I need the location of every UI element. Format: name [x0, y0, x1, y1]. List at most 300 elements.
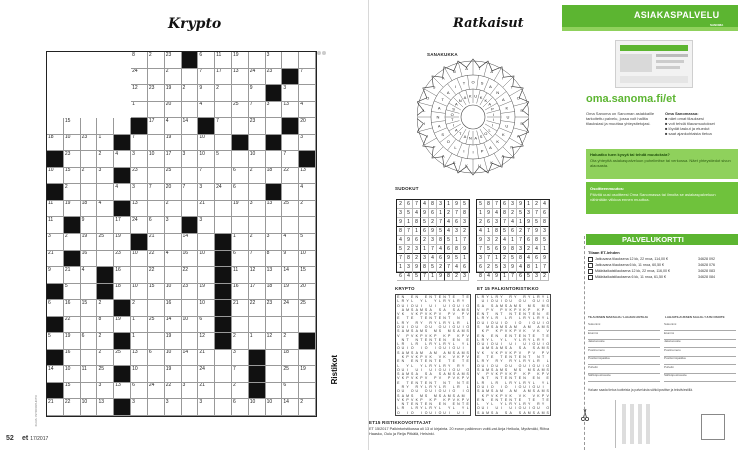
- krypto-cell[interactable]: 2: [97, 151, 114, 168]
- krypto-cell[interactable]: 3: [198, 399, 215, 416]
- krypto-cell[interactable]: 14: [182, 350, 199, 367]
- krypto-cell[interactable]: [81, 284, 98, 301]
- krypto-cell[interactable]: [97, 184, 114, 201]
- krypto-cell[interactable]: 2: [249, 168, 266, 185]
- krypto-cell[interactable]: 13: [266, 267, 283, 284]
- krypto-cell[interactable]: 23: [64, 151, 81, 168]
- krypto-cell[interactable]: [182, 366, 199, 383]
- krypto-cell[interactable]: 23: [249, 118, 266, 135]
- krypto-cell[interactable]: 2: [232, 333, 249, 350]
- krypto-cell[interactable]: [81, 317, 98, 334]
- krypto-cell[interactable]: 20: [165, 184, 182, 201]
- krypto-cell[interactable]: 9: [81, 217, 98, 234]
- krypto-cell[interactable]: 11: [81, 366, 98, 383]
- krypto-cell[interactable]: [249, 217, 266, 234]
- krypto-cell[interactable]: [282, 217, 299, 234]
- krypto-cell[interactable]: 22: [249, 300, 266, 317]
- krypto-cell[interactable]: [232, 217, 249, 234]
- krypto-cell[interactable]: [165, 234, 182, 251]
- krypto-cell[interactable]: [148, 366, 165, 383]
- krypto-cell[interactable]: 3: [198, 184, 215, 201]
- krypto-cell[interactable]: [215, 350, 232, 367]
- krypto-cell[interactable]: [182, 102, 199, 119]
- krypto-cell[interactable]: 19: [232, 201, 249, 218]
- krypto-cell[interactable]: [215, 399, 232, 416]
- krypto-cell[interactable]: 6: [282, 383, 299, 400]
- krypto-cell[interactable]: 6: [131, 383, 148, 400]
- order-checkbox[interactable]: [588, 257, 593, 262]
- krypto-cell[interactable]: 25: [282, 366, 299, 383]
- krypto-cell[interactable]: 6: [232, 168, 249, 185]
- krypto-cell[interactable]: 15: [299, 267, 316, 284]
- krypto-cell[interactable]: 6: [47, 300, 64, 317]
- krypto-cell[interactable]: 21: [47, 399, 64, 416]
- krypto-cell[interactable]: [282, 184, 299, 201]
- krypto-cell[interactable]: 22: [148, 251, 165, 268]
- krypto-cell[interactable]: 13: [97, 399, 114, 416]
- krypto-cell[interactable]: 15: [64, 118, 81, 135]
- krypto-cell[interactable]: 24: [131, 217, 148, 234]
- krypto-cell[interactable]: 10: [64, 366, 81, 383]
- krypto-cell[interactable]: 19: [165, 85, 182, 102]
- krypto-cell[interactable]: [249, 317, 266, 334]
- krypto-cell[interactable]: [232, 317, 249, 334]
- krypto-cell[interactable]: 16: [232, 284, 249, 301]
- krypto-cell[interactable]: 3: [97, 383, 114, 400]
- krypto-cell[interactable]: 7: [249, 102, 266, 119]
- service-url[interactable]: oma.sanoma.fi/et: [586, 93, 676, 105]
- krypto-cell[interactable]: 12: [131, 85, 148, 102]
- krypto-cell[interactable]: 14: [47, 366, 64, 383]
- krypto-cell[interactable]: 1: [131, 333, 148, 350]
- krypto-cell[interactable]: 5: [215, 151, 232, 168]
- krypto-cell[interactable]: 7: [198, 168, 215, 185]
- krypto-cell[interactable]: [232, 151, 249, 168]
- krypto-cell[interactable]: 16: [64, 300, 81, 317]
- krypto-cell[interactable]: 19: [165, 333, 182, 350]
- krypto-cell[interactable]: 7: [299, 69, 316, 86]
- order-option[interactable]: [588, 274, 738, 280]
- krypto-cell[interactable]: 3: [266, 102, 283, 119]
- krypto-cell[interactable]: 1: [97, 135, 114, 152]
- krypto-cell[interactable]: 22: [148, 267, 165, 284]
- krypto-cell[interactable]: 13: [266, 201, 283, 218]
- krypto-cell[interactable]: 18: [81, 201, 98, 218]
- krypto-cell[interactable]: 4: [299, 184, 316, 201]
- krypto-cell[interactable]: [148, 399, 165, 416]
- krypto-cell[interactable]: 2: [81, 168, 98, 185]
- order-checkbox[interactable]: [588, 263, 593, 268]
- krypto-cell[interactable]: [97, 118, 114, 135]
- krypto-cell[interactable]: 19: [299, 366, 316, 383]
- krypto-cell[interactable]: 5: [64, 284, 81, 301]
- krypto-cell[interactable]: 4: [165, 251, 182, 268]
- krypto-cell[interactable]: 10: [198, 251, 215, 268]
- krypto-cell[interactable]: [182, 135, 199, 152]
- krypto-cell[interactable]: [81, 118, 98, 135]
- krypto-cell[interactable]: 13: [299, 168, 316, 185]
- krypto-cell[interactable]: 2: [97, 333, 114, 350]
- krypto-cell[interactable]: [165, 267, 182, 284]
- krypto-cell[interactable]: 13: [282, 102, 299, 119]
- krypto-cell[interactable]: 19: [198, 284, 215, 301]
- krypto-cell[interactable]: 3: [198, 217, 215, 234]
- krypto-cell[interactable]: 21: [47, 251, 64, 268]
- krypto-cell[interactable]: [148, 135, 165, 152]
- krypto-cell[interactable]: 6: [232, 251, 249, 268]
- form-field[interactable]: Jakeluosoite: [588, 339, 660, 348]
- krypto-cell[interactable]: [97, 251, 114, 268]
- krypto-cell[interactable]: 21: [198, 383, 215, 400]
- krypto-cell[interactable]: 19: [64, 333, 81, 350]
- krypto-cell[interactable]: 20: [165, 102, 182, 119]
- krypto-cell[interactable]: 17: [249, 284, 266, 301]
- krypto-cell[interactable]: 1: [131, 102, 148, 119]
- krypto-cell[interactable]: 15: [64, 383, 81, 400]
- krypto-cell[interactable]: 23: [182, 284, 199, 301]
- krypto-cell[interactable]: 16: [114, 267, 131, 284]
- krypto-cell[interactable]: 13: [131, 201, 148, 218]
- krypto-cell[interactable]: [299, 217, 316, 234]
- order-checkbox[interactable]: [588, 275, 593, 280]
- krypto-cell[interactable]: 3: [131, 399, 148, 416]
- krypto-cell[interactable]: 6: [198, 52, 215, 69]
- krypto-cell[interactable]: 1: [232, 234, 249, 251]
- krypto-cell[interactable]: [266, 118, 283, 135]
- krypto-cell[interactable]: 10: [249, 151, 266, 168]
- krypto-cell[interactable]: 13: [114, 383, 131, 400]
- krypto-cell[interactable]: [81, 350, 98, 367]
- krypto-cell[interactable]: 4: [114, 184, 131, 201]
- krypto-cell[interactable]: 6: [232, 399, 249, 416]
- krypto-cell[interactable]: 3: [249, 201, 266, 218]
- order-checkbox[interactable]: [588, 269, 593, 274]
- krypto-cell[interactable]: 4: [81, 267, 98, 284]
- krypto-cell[interactable]: 13: [131, 350, 148, 367]
- krypto-cell[interactable]: [97, 217, 114, 234]
- form-field[interactable]: Puhelin: [588, 365, 660, 374]
- form-field[interactable]: Postinumero: [588, 348, 660, 357]
- krypto-cell[interactable]: 23: [165, 52, 182, 69]
- krypto-cell[interactable]: [299, 383, 316, 400]
- krypto-cell[interactable]: 3: [182, 151, 199, 168]
- krypto-cell[interactable]: [215, 168, 232, 185]
- form-field[interactable]: Postinumero: [664, 348, 736, 357]
- krypto-cell[interactable]: 17: [215, 69, 232, 86]
- krypto-cell[interactable]: 7: [282, 151, 299, 168]
- krypto-cell[interactable]: 2: [64, 184, 81, 201]
- krypto-cell[interactable]: 6: [148, 350, 165, 367]
- krypto-cell[interactable]: 24: [198, 366, 215, 383]
- krypto-cell[interactable]: [148, 102, 165, 119]
- krypto-cell[interactable]: 5: [299, 234, 316, 251]
- form-field[interactable]: Sukunimi: [664, 322, 736, 331]
- krypto-cell[interactable]: 2: [97, 300, 114, 317]
- krypto-cell[interactable]: 8: [97, 317, 114, 334]
- krypto-cell[interactable]: [148, 333, 165, 350]
- krypto-cell[interactable]: [182, 168, 199, 185]
- krypto-cell[interactable]: [215, 102, 232, 119]
- krypto-cell[interactable]: [232, 85, 249, 102]
- page-dot[interactable]: [322, 51, 326, 55]
- krypto-cell[interactable]: 10: [131, 284, 148, 301]
- krypto-cell[interactable]: 2: [182, 85, 199, 102]
- krypto-cell[interactable]: [299, 350, 316, 367]
- page-dot[interactable]: [317, 51, 321, 55]
- krypto-cell[interactable]: [131, 267, 148, 284]
- krypto-cell[interactable]: 25: [114, 350, 131, 367]
- krypto-cell[interactable]: [282, 135, 299, 152]
- krypto-cell[interactable]: 10: [47, 168, 64, 185]
- krypto-cell[interactable]: 3: [131, 151, 148, 168]
- krypto-cell[interactable]: 15: [148, 284, 165, 301]
- krypto-cell[interactable]: 3: [182, 383, 199, 400]
- krypto-cell[interactable]: 6: [148, 217, 165, 234]
- krypto-cell[interactable]: 3: [97, 168, 114, 185]
- krypto-cell[interactable]: 21: [64, 267, 81, 284]
- krypto-cell[interactable]: 1: [131, 317, 148, 334]
- krypto-cell[interactable]: 3: [165, 217, 182, 234]
- krypto-cell[interactable]: [148, 69, 165, 86]
- krypto-cell[interactable]: 25: [148, 317, 165, 334]
- krypto-cell[interactable]: 7: [232, 366, 249, 383]
- krypto-cell[interactable]: 23: [81, 135, 98, 152]
- krypto-cell[interactable]: 7: [198, 69, 215, 86]
- krypto-cell[interactable]: 18: [47, 135, 64, 152]
- krypto-cell[interactable]: 3: [266, 52, 283, 69]
- krypto-cell[interactable]: 22: [165, 383, 182, 400]
- krypto-cell[interactable]: 6: [232, 184, 249, 201]
- krypto-cell[interactable]: 10: [299, 251, 316, 268]
- krypto-cell[interactable]: 19: [81, 234, 98, 251]
- krypto-cell[interactable]: [81, 383, 98, 400]
- krypto-cell[interactable]: 17: [148, 118, 165, 135]
- krypto-cell[interactable]: 3: [131, 184, 148, 201]
- krypto-cell[interactable]: 9: [249, 85, 266, 102]
- krypto-cell[interactable]: 4: [97, 201, 114, 218]
- krypto-cell[interactable]: 8: [266, 251, 283, 268]
- krypto-cell[interactable]: 10: [198, 135, 215, 152]
- krypto-cell[interactable]: [266, 317, 283, 334]
- krypto-cell[interactable]: [47, 118, 64, 135]
- krypto-cell[interactable]: 21: [198, 350, 215, 367]
- krypto-cell[interactable]: 10: [266, 399, 283, 416]
- krypto-cell[interactable]: 21: [198, 201, 215, 218]
- krypto-cell[interactable]: [266, 350, 283, 367]
- krypto-cell[interactable]: 23: [148, 85, 165, 102]
- krypto-cell[interactable]: 23: [266, 300, 283, 317]
- form-field[interactable]: Postitoimipaikka: [588, 356, 660, 365]
- krypto-cell[interactable]: 2: [299, 201, 316, 218]
- krypto-cell[interactable]: 3: [266, 234, 283, 251]
- krypto-cell[interactable]: [249, 135, 266, 152]
- krypto-cell[interactable]: [282, 317, 299, 334]
- krypto-cell[interactable]: 20: [299, 118, 316, 135]
- krypto-cell[interactable]: 23: [131, 168, 148, 185]
- krypto-cell[interactable]: [266, 383, 283, 400]
- krypto-cell[interactable]: 5: [47, 333, 64, 350]
- krypto-cell[interactable]: 16: [81, 251, 98, 268]
- krypto-cell[interactable]: 3: [282, 85, 299, 102]
- krypto-cell[interactable]: 23: [266, 69, 283, 86]
- krypto-cell[interactable]: 19: [64, 201, 81, 218]
- krypto-cell[interactable]: [299, 85, 316, 102]
- krypto-cell[interactable]: 14: [282, 399, 299, 416]
- krypto-cell[interactable]: 10: [198, 151, 215, 168]
- krypto-cell[interactable]: 18: [114, 284, 131, 301]
- krypto-cell[interactable]: 24: [148, 383, 165, 400]
- krypto-cell[interactable]: 24: [282, 300, 299, 317]
- krypto-cell[interactable]: [299, 317, 316, 334]
- form-field[interactable]: Etunimi: [664, 331, 736, 340]
- krypto-cell[interactable]: [215, 201, 232, 218]
- krypto-cell[interactable]: 22: [182, 267, 199, 284]
- krypto-cell[interactable]: 21: [148, 234, 165, 251]
- krypto-cell[interactable]: 16: [182, 251, 199, 268]
- krypto-cell[interactable]: 2: [215, 85, 232, 102]
- krypto-cell[interactable]: [182, 300, 199, 317]
- krypto-cell[interactable]: [266, 151, 283, 168]
- krypto-cell[interactable]: 14: [182, 234, 199, 251]
- krypto-cell[interactable]: 19: [165, 135, 182, 152]
- krypto-cell[interactable]: [282, 52, 299, 69]
- krypto-cell[interactable]: 6: [198, 317, 215, 334]
- krypto-cell[interactable]: 2: [299, 399, 316, 416]
- krypto-cell[interactable]: 18: [266, 168, 283, 185]
- krypto-cell[interactable]: 11: [232, 267, 249, 284]
- form-field[interactable]: Sukunimi: [588, 322, 660, 331]
- krypto-cell[interactable]: 3: [47, 234, 64, 251]
- krypto-cell[interactable]: 7: [131, 135, 148, 152]
- krypto-cell[interactable]: 17: [165, 151, 182, 168]
- krypto-cell[interactable]: 3: [299, 135, 316, 152]
- krypto-cell[interactable]: 19: [114, 317, 131, 334]
- krypto-cell[interactable]: 22: [282, 168, 299, 185]
- krypto-cell[interactable]: 12: [198, 333, 215, 350]
- krypto-cell[interactable]: 1: [249, 333, 266, 350]
- krypto-cell[interactable]: 14: [282, 267, 299, 284]
- krypto-cell[interactable]: 25: [165, 168, 182, 185]
- krypto-cell[interactable]: 24: [249, 69, 266, 86]
- krypto-cell[interactable]: [182, 333, 199, 350]
- krypto-cell[interactable]: 2: [282, 333, 299, 350]
- krypto-cell[interactable]: 2: [232, 383, 249, 400]
- krypto-cell[interactable]: 10: [81, 399, 98, 416]
- krypto-cell[interactable]: 22: [64, 399, 81, 416]
- krypto-cell[interactable]: 18: [266, 284, 283, 301]
- krypto-cell[interactable]: 25: [97, 234, 114, 251]
- krypto-cell[interactable]: 4: [165, 118, 182, 135]
- krypto-cell[interactable]: 11: [215, 52, 232, 69]
- krypto-cell[interactable]: 11: [47, 201, 64, 218]
- krypto-cell[interactable]: [249, 52, 266, 69]
- krypto-cell[interactable]: [215, 383, 232, 400]
- krypto-cell[interactable]: 25: [282, 201, 299, 218]
- form-field[interactable]: Puhelin: [664, 365, 736, 374]
- krypto-cell[interactable]: [215, 135, 232, 152]
- krypto-cell[interactable]: [114, 118, 131, 135]
- krypto-cell[interactable]: 21: [232, 300, 249, 317]
- krypto-cell[interactable]: 24: [131, 69, 148, 86]
- krypto-cell[interactable]: 2: [97, 350, 114, 367]
- krypto-cell[interactable]: [182, 201, 199, 218]
- krypto-cell[interactable]: 24: [215, 184, 232, 201]
- form-field[interactable]: Etunimi: [588, 331, 660, 340]
- krypto-cell[interactable]: 8: [131, 52, 148, 69]
- krypto-cell[interactable]: 9: [282, 251, 299, 268]
- krypto-cell[interactable]: 2: [249, 234, 266, 251]
- krypto-cell[interactable]: 2: [131, 300, 148, 317]
- krypto-cell[interactable]: [249, 184, 266, 201]
- krypto-cell[interactable]: 10: [131, 366, 148, 383]
- form-field[interactable]: Sähköpostiosoite: [664, 373, 736, 382]
- krypto-cell[interactable]: [148, 300, 165, 317]
- form-field[interactable]: Jakeluosoite: [664, 339, 736, 348]
- krypto-cell[interactable]: 7: [215, 118, 232, 135]
- krypto-cell[interactable]: 10: [198, 300, 215, 317]
- krypto-cell[interactable]: 22: [64, 317, 81, 334]
- krypto-cell[interactable]: [198, 267, 215, 284]
- krypto-cell[interactable]: 10: [182, 317, 199, 334]
- form-field[interactable]: Sähköpostiosoite: [588, 373, 660, 382]
- krypto-cell[interactable]: [266, 366, 283, 383]
- krypto-cell[interactable]: 10: [249, 399, 266, 416]
- krypto-cell[interactable]: [182, 69, 199, 86]
- krypto-cell[interactable]: 10: [131, 251, 148, 268]
- krypto-cell[interactable]: 19: [232, 52, 249, 69]
- krypto-cell[interactable]: 4: [299, 102, 316, 119]
- krypto-cell[interactable]: 14: [165, 317, 182, 334]
- krypto-cell[interactable]: [232, 118, 249, 135]
- krypto-cell[interactable]: 9: [198, 85, 215, 102]
- krypto-cell[interactable]: [215, 366, 232, 383]
- krypto-cell[interactable]: 10: [64, 135, 81, 152]
- krypto-cell[interactable]: 15: [81, 300, 98, 317]
- krypto-cell[interactable]: 16: [64, 350, 81, 367]
- krypto-cell[interactable]: 19: [165, 366, 182, 383]
- krypto-cell[interactable]: 23: [114, 251, 131, 268]
- krypto-cell[interactable]: 2: [165, 201, 182, 218]
- krypto-cell[interactable]: 12: [266, 333, 283, 350]
- krypto-cell[interactable]: 4: [114, 151, 131, 168]
- krypto-cell[interactable]: 16: [165, 300, 182, 317]
- krypto-cell[interactable]: 7: [148, 184, 165, 201]
- krypto-cell[interactable]: 10: [148, 151, 165, 168]
- krypto-cell[interactable]: 3: [232, 350, 249, 367]
- krypto-cell[interactable]: 17: [114, 217, 131, 234]
- krypto-cell[interactable]: 13: [232, 69, 249, 86]
- krypto-cell[interactable]: 25: [97, 366, 114, 383]
- krypto-cell[interactable]: 18: [282, 350, 299, 367]
- krypto-cell[interactable]: 6: [81, 333, 98, 350]
- krypto-cell[interactable]: [81, 151, 98, 168]
- krypto-cell[interactable]: 10: [165, 284, 182, 301]
- krypto-cell[interactable]: 4: [282, 234, 299, 251]
- krypto-cell[interactable]: [148, 168, 165, 185]
- krypto-cell[interactable]: 2: [165, 69, 182, 86]
- krypto-cell[interactable]: [198, 234, 215, 251]
- krypto-cell[interactable]: [215, 217, 232, 234]
- krypto-cell[interactable]: 25: [299, 300, 316, 317]
- krypto-cell[interactable]: 9: [47, 267, 64, 284]
- krypto-cell[interactable]: 14: [182, 118, 199, 135]
- krypto-cell[interactable]: 7: [249, 251, 266, 268]
- krypto-cell[interactable]: 15: [64, 168, 81, 185]
- krypto-cell[interactable]: 19: [282, 284, 299, 301]
- krypto-cell[interactable]: 10: [165, 350, 182, 367]
- krypto-cell[interactable]: [299, 52, 316, 69]
- krypto-cell[interactable]: [182, 399, 199, 416]
